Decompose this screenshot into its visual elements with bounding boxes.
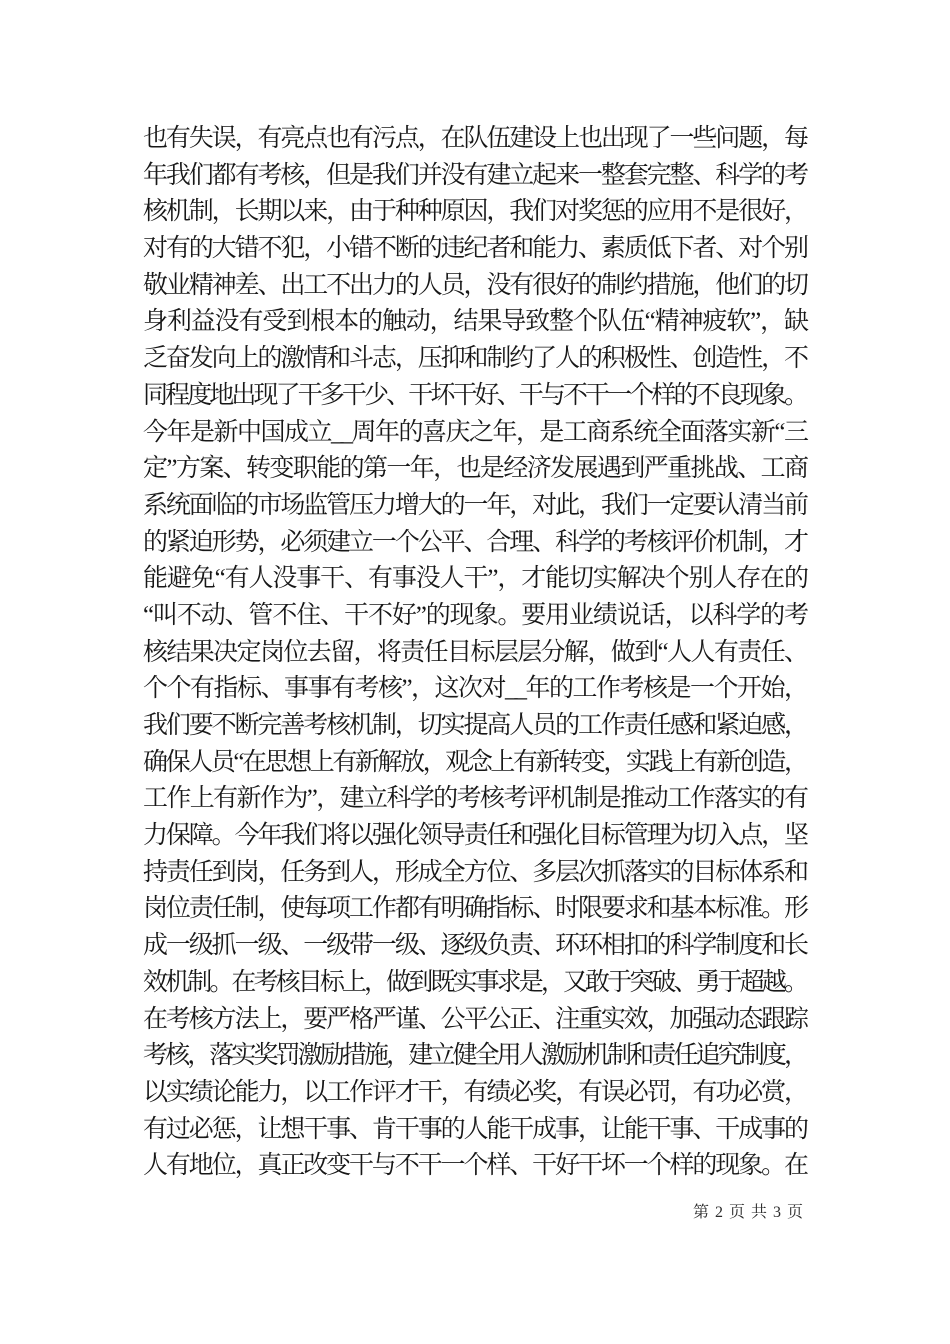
text-line: 岗位责任制，使每项工作都有明确指标、时限要求和基本标准。形 — [143, 895, 806, 923]
text-line: 的紧迫形势，必须建立一个公平、合理、科学的考核评价机制，才 — [143, 528, 806, 556]
text-line: 能避免“有人没事干、有事没人干”，才能切实解决个别人存在的 — [143, 565, 806, 593]
text-line: 成一级抓一级、一级带一级、逐级负责、环环相扣的科学制度和长 — [143, 932, 806, 960]
text-line: 力保障。今年我们将以强化领导责任和强化目标管理为切入点，坚 — [143, 822, 806, 850]
text-line: 工作上有新作为”，建立科学的考核考评机制是推动工作落实的有 — [143, 785, 806, 813]
text-line: 同程度地出现了干多干少、干坏干好、干与不干一个样的不良现象。 — [143, 381, 806, 409]
text-line: 也有失误，有亮点也有污点，在队伍建设上也出现了一些问题，每 — [143, 125, 806, 152]
text-line: 以实绩论能力，以工作评才干，有绩必奖，有误必罚，有功必赏， — [143, 1078, 806, 1106]
text-line: 在考核方法上，要严格严谨、公平公正、注重实效，加强动态跟踪 — [143, 1005, 806, 1033]
text-line: 对有的大错不犯，小错不断的违纪者和能力、素质低下者、对个别 — [143, 235, 806, 263]
text-line: 敬业精神差、出工不出力的人员，没有很好的制约措施，他们的切 — [143, 271, 806, 299]
page-number: 第 2 页 共 3 页 — [692, 1204, 804, 1221]
text-line: 有过必惩，让想干事、肯干事的人能干成事，让能干事、干成事的 — [143, 1115, 806, 1143]
text-line: 年我们都有考核，但是我们并没有建立起来一整套完整、科学的考 — [143, 161, 806, 189]
text-line: 今年是新中国成立__周年的喜庆之年，是工商系统全面落实新“三 — [143, 418, 806, 446]
text-line: 我们要不断完善考核机制，切实提高人员的工作责任感和紧迫感， — [143, 712, 806, 739]
text-line: 确保人员“在思想上有新解放，观念上有新转变，实践上有新创造， — [143, 748, 806, 776]
text-line: 系统面临的市场监管压力增大的一年，对此，我们一定要认清当前 — [143, 491, 806, 519]
text-line: 考核，落实奖罚激励措施，建立健全用人激励机制和责任追究制度， — [143, 1042, 806, 1070]
document-body-text — [143, 121, 806, 1185]
text-line: “叫不动、管不住、干不好”的现象。要用业绩说话，以科学的考 — [143, 601, 806, 629]
text-line: 个个有指标、事事有考核”，这次对__年的工作考核是一个开始， — [143, 675, 806, 703]
text-line: 持责任到岗，任务到人，形成全方位、多层次抓落实的目标体系和 — [143, 858, 806, 886]
text-line: 身利益没有受到根本的触动，结果导致整个队伍“精神疲软”，缺 — [143, 308, 806, 336]
text-line: 乏奋发向上的激情和斗志，压抑和制约了人的积极性、创造性，不 — [143, 345, 806, 373]
text-line: 核结果决定岗位去留，将责任目标层层分解，做到“人人有责任、 — [143, 638, 806, 666]
text-line: 人有地位，真正改变干与不干一个样、干好干坏一个样的现象。在 — [143, 1152, 806, 1180]
text-line: 定”方案、转变职能的第一年，也是经济发展遇到严重挑战、工商 — [143, 455, 806, 483]
text-line: 效机制。在考核目标上，做到既实事求是，又敢于突破、勇于超越。 — [143, 968, 806, 996]
text-line: 核机制，长期以来，由于种种原因，我们对奖惩的应用不是很好， — [143, 198, 806, 226]
